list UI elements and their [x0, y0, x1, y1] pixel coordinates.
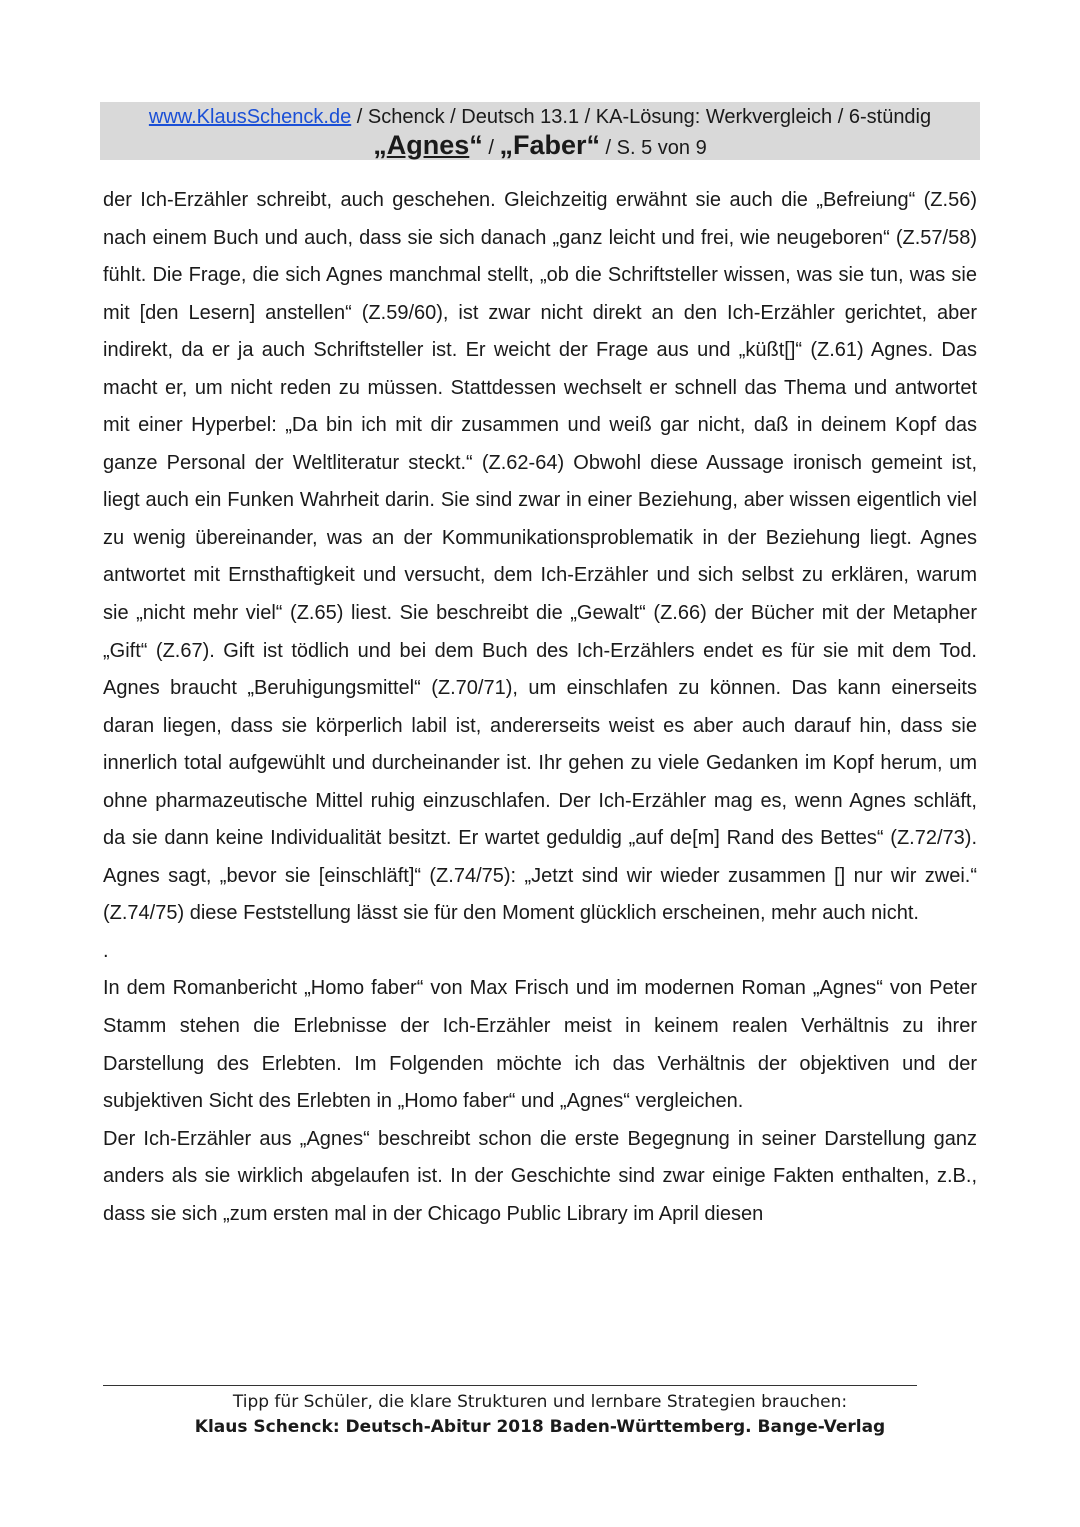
paragraph-2: In dem Romanbericht „Homo faber“ von Max Frisch und im modernen Roman „Agnes“ von Peter Stamm stehen die Erlebnisse der Ich-Erzähler meist in keinem realen Verhältnis zu ihrer Darstellung des Erlebten. Im Folgenden möchte ich das Verhältnis der objektiven und der subjektiven Sicht des Erlebten in „Homo faber“ und „Agnes“ vergleichen.: [103, 977, 977, 1113]
website-link[interactable]: www.KlausSchenck.de: [148, 106, 352, 128]
title-close-quote: “: [469, 130, 483, 160]
title-agnes: Agnes: [386, 130, 470, 160]
title-separator: /: [482, 137, 500, 159]
paragraph-1: der Ich-Erzähler schreibt, auch geschehen. Gleichzeitig erwähnt sie auch die „Befreiung“ (Z.56) nach einem Buch und auch, dass sie sich danach „ganz leicht und frei, wie neugeboren“ (Z.57/58) fühlt. Die Frage, die sich Agnes manchmal stellt, „ob die Schriftsteller wissen, was sie tun, was sie mit [den Lesern] anstellen“ (Z.59/60), ist zwar nicht direkt an den Ich-Erzähler gerichtet, aber indirekt, da er ja auch Schriftsteller ist. Er weicht der Frage aus und „küßt[]“ (Z.61) Agnes. Das macht er, um nicht reden zu müssen. Stattdessen wechselt er schnell das Thema und antwortet mit einer Hyperbel: „Da bin ich mit dir zusammen und weiß gar nicht, daß in deinem Kopf das ganze Personal der Weltliteratur steckt.“ (Z.62-64) Obwohl diese Aussage ironisch gemeint ist, liegt auch ein Funken Wahrheit darin. Sie sind zwar in einer Beziehung, aber wissen eigentlich viel zu wenig übereinander, was an der Kommunikationsproblematik in der Beziehung liegt. Agnes antwortet mit Ernsthaftigkeit und versucht, dem Ich-Erzähler und sich selbst zu erklären, warum sie „nicht mehr viel“ (Z.65) liest. Sie beschreibt die „Gewalt“ (Z.66) der Bücher mit der Metapher „Gift“ (Z.67). Gift ist tödlich und bei dem Buch des Ich-Erzählers endet es für sie mit dem Tod. Agnes braucht „Beruhigungsmittel“ (Z.70/71), um einschlafen zu können. Das kann einerseits daran liegen, dass sie körperlich labil ist, andererseits weist es aber auch darauf hin, dass sie innerlich total aufgewühlt und durcheinander ist. Ihr gehen zu viele Gedanken im Kopf herum, um ohne pharmazeutische Mittel ruhig einzuschlafen. Der Ich-Erzähler mag es, wenn Agnes schläft, da sie dann keine Individualität besitzt. Er wartet geduldig „auf de[m] Rand des Bettes“ (Z.72/73). Agnes sagt, „bevor sie [einschläft]“ (Z.74/75): „Jetzt sind wir wieder zusammen [] nur wir zwei.“ (Z.74/75) diese Feststellung lässt sie für den Moment glücklich erscheinen, mehr auch nicht.: [103, 189, 977, 925]
title-faber: „Faber“: [499, 130, 600, 160]
separator-dot: .: [103, 939, 109, 962]
paragraph-3: Der Ich-Erzähler aus „Agnes“ beschreibt schon die erste Begegnung in seiner Darstellung ganz anders als sie wirklich abgelaufen ist. In der Geschichte sind zwar einige Fakten enthalten, z.B., dass sie sich „zum ersten mal in der Chicago Public Library im April diesen: [103, 1127, 977, 1225]
header-meta-line: [100, 102, 980, 131]
page-footer: [103, 1390, 977, 1440]
page-header: [100, 102, 980, 160]
document-body: [103, 182, 977, 1233]
header-title-line: [100, 131, 980, 164]
header-meta: / Schenck / Deutsch 13.1 / KA-Lösung: Werkvergleich / 6-stündig: [351, 106, 932, 128]
footer-book-reference: Klaus Schenck: Deutsch-Abitur 2018 Baden-Württemberg. Bange-Verlag: [194, 1417, 886, 1437]
page-number: / S. 5 von 9: [600, 137, 707, 159]
footer-tip: Tipp für Schüler, die klare Strukturen und lernbare Strategien brauchen:: [232, 1392, 848, 1412]
title-open-quote: „: [373, 130, 387, 160]
footer-divider: [103, 1385, 917, 1386]
